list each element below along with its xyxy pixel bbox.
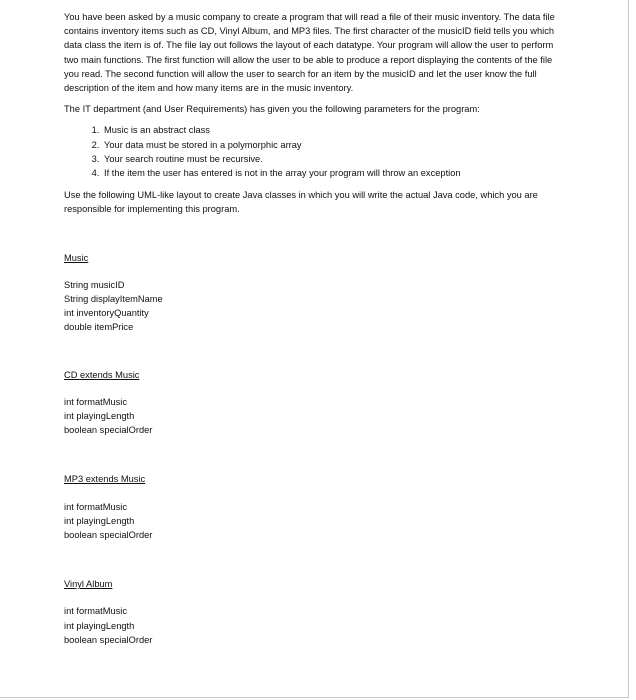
uml-intro: Use the following UML-like layout to create Java classes in which you will write the actual Java code, which you are responsible for implementing this program. [64,190,538,215]
uml-field: boolean specialOrder [64,425,153,436]
uml-field-list [64,500,558,543]
uml-class-cd [64,368,558,438]
uml-field: double itemPrice [64,322,134,333]
uml-field: int playingLength [64,620,135,631]
uml-field: String musicID [64,279,125,290]
uml-field: int formatMusic [64,606,128,617]
uml-field-list [64,604,558,647]
requirement-item: 4. If the item the user has entered is not in the array your program will throw an exception [102,166,558,180]
uml-field-list [64,395,558,438]
uml-class-title: Music [64,252,89,263]
uml-class-title: MP3 extends Music [64,474,146,485]
uml-class-mp3 [64,472,558,542]
uml-class-music [64,251,558,335]
uml-class-vinyl-album [64,577,558,647]
uml-field: int formatMusic [64,501,128,512]
uml-field: int playingLength [64,411,135,422]
uml-class-title: CD extends Music [64,369,140,380]
uml-field: int playingLength [64,515,135,526]
uml-field: int formatMusic [64,396,128,407]
requirement-item: 1. Music is an abstract class [102,123,558,137]
intro-paragraph: You have been asked by a music company to create a program that will read a file of their music inventory. The data file contains inventory items such as CD, Vinyl Album, and MP3 files. The first character of the musicID field tells you which data class the item is of. The file lay out follows the layout of each datatype. Your program will allow the user to perform two main functions. The first function will allow the user to be able to produce a report displaying the contents of the file you read. The second function will allow the user to search for an item by the musicID and let the user know the full description of the item and how many items are in the music inventory. [64,12,555,94]
it-requirements-intro: The IT department (and User Requirements) has given you the following parameters for the program: [64,104,480,115]
document-content [64,10,558,647]
requirement-item: 2. Your data must be stored in a polymorphic array [102,138,558,152]
uml-field: int inventoryQuantity [64,308,149,319]
requirements-list [64,123,558,180]
uml-class-title: Vinyl Album [64,579,113,590]
uml-field: String displayItemName [64,294,163,305]
uml-field: boolean specialOrder [64,530,153,541]
uml-field: boolean specialOrder [64,634,153,645]
requirement-item: 3. Your search routine must be recursive. [102,152,558,166]
uml-field-list [64,278,558,335]
